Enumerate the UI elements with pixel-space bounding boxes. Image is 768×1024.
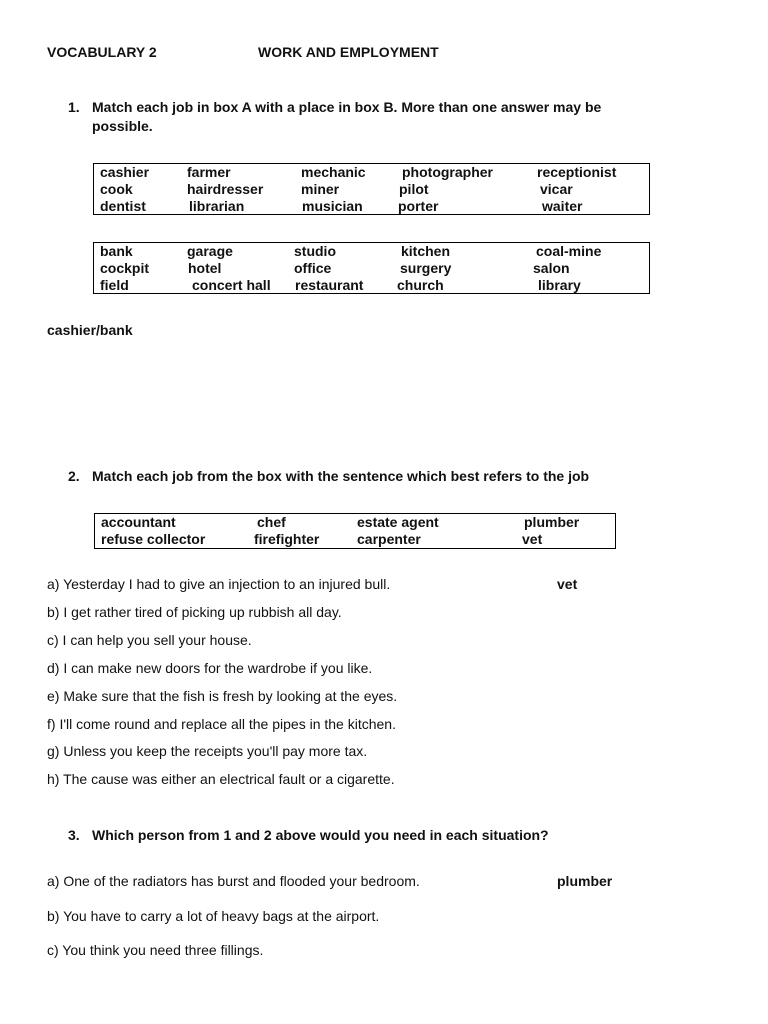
q2-sentence: b) I get rather tired of picking up rubbish all day. (47, 604, 342, 620)
q2-sentence: h) The cause was either an electrical fault or a cigarette. (47, 771, 395, 787)
job-word: hairdresser (187, 181, 264, 197)
q2-instruction: Match each job from the box with the sentence which best refers to the job (92, 468, 590, 484)
job-word: carpenter (357, 531, 421, 547)
job-word: miner (301, 181, 340, 197)
job-word: refuse collector (101, 531, 206, 547)
job-word: porter (398, 198, 439, 214)
place-word: salon (533, 260, 570, 276)
job-word: waiter (542, 198, 583, 214)
place-word: garage (187, 243, 233, 259)
place-word: coal-mine (536, 243, 602, 259)
q3-instruction: Which person from 1 and 2 above would you need in each situation? (92, 827, 549, 843)
q1-example-answer: cashier/bank (47, 322, 133, 338)
place-word: studio (294, 243, 336, 259)
worksheet-title: VOCABULARY 2 (47, 44, 157, 60)
q1-box-b-places (93, 242, 650, 294)
place-word: kitchen (401, 243, 451, 259)
q1-instruction-line2: possible. (92, 118, 153, 134)
job-word: firefighter (254, 531, 320, 547)
q2-sentence: d) I can make new doors for the wardrobe if you like. (47, 660, 373, 676)
q3-sentence: a) One of the radiators has burst and flooded your bedroom. (47, 873, 420, 889)
worksheet-topic: WORK AND EMPLOYMENT (258, 44, 439, 60)
job-word: estate agent (357, 514, 439, 530)
place-word: field (100, 277, 129, 293)
q2-answer-a: vet (557, 576, 578, 592)
job-word: chef (257, 514, 286, 530)
q2-job-box (94, 513, 616, 549)
job-word: dentist (100, 198, 146, 214)
job-word: accountant (101, 514, 176, 530)
q1-instruction-line1: Match each job in box A with a place in box B. More than one answer may be (92, 99, 602, 115)
job-word: vet (522, 531, 543, 547)
q2-sentence: g) Unless you keep the receipts you'll pay more tax. (47, 743, 368, 759)
q3-answer-a: plumber (557, 873, 613, 889)
q1-number: 1. (68, 99, 80, 115)
job-word: farmer (187, 164, 231, 180)
job-word: musician (302, 198, 363, 214)
q1-box-a-jobs (93, 163, 650, 215)
place-word: concert hall (192, 277, 271, 293)
place-word: cockpit (100, 260, 150, 276)
job-word: pilot (399, 181, 429, 197)
q3-number: 3. (68, 827, 80, 843)
q2-sentence: c) I can help you sell your house. (47, 632, 252, 648)
place-word: restaurant (295, 277, 364, 293)
job-word: photographer (402, 164, 493, 180)
q2-number: 2. (68, 468, 80, 484)
q3-sentence: b) You have to carry a lot of heavy bags at the airport. (47, 908, 380, 924)
job-word: librarian (189, 198, 245, 214)
place-word: office (294, 260, 332, 276)
job-word: mechanic (301, 164, 366, 180)
job-word: receptionist (537, 164, 617, 180)
q2-sentence: a) Yesterday I had to give an injection to an injured bull. (47, 576, 391, 592)
job-word: cashier (100, 164, 150, 180)
place-word: bank (100, 243, 133, 259)
q2-sentence: f) I'll come round and replace all the pipes in the kitchen. (47, 716, 396, 732)
q3-sentence: c) You think you need three fillings. (47, 942, 264, 958)
place-word: hotel (188, 260, 222, 276)
place-word: library (538, 277, 581, 293)
place-word: church (397, 277, 444, 293)
place-word: surgery (400, 260, 452, 276)
q2-sentence: e) Make sure that the fish is fresh by looking at the eyes. (47, 688, 398, 704)
job-word: cook (100, 181, 133, 197)
job-word: plumber (524, 514, 580, 530)
job-word: vicar (540, 181, 573, 197)
